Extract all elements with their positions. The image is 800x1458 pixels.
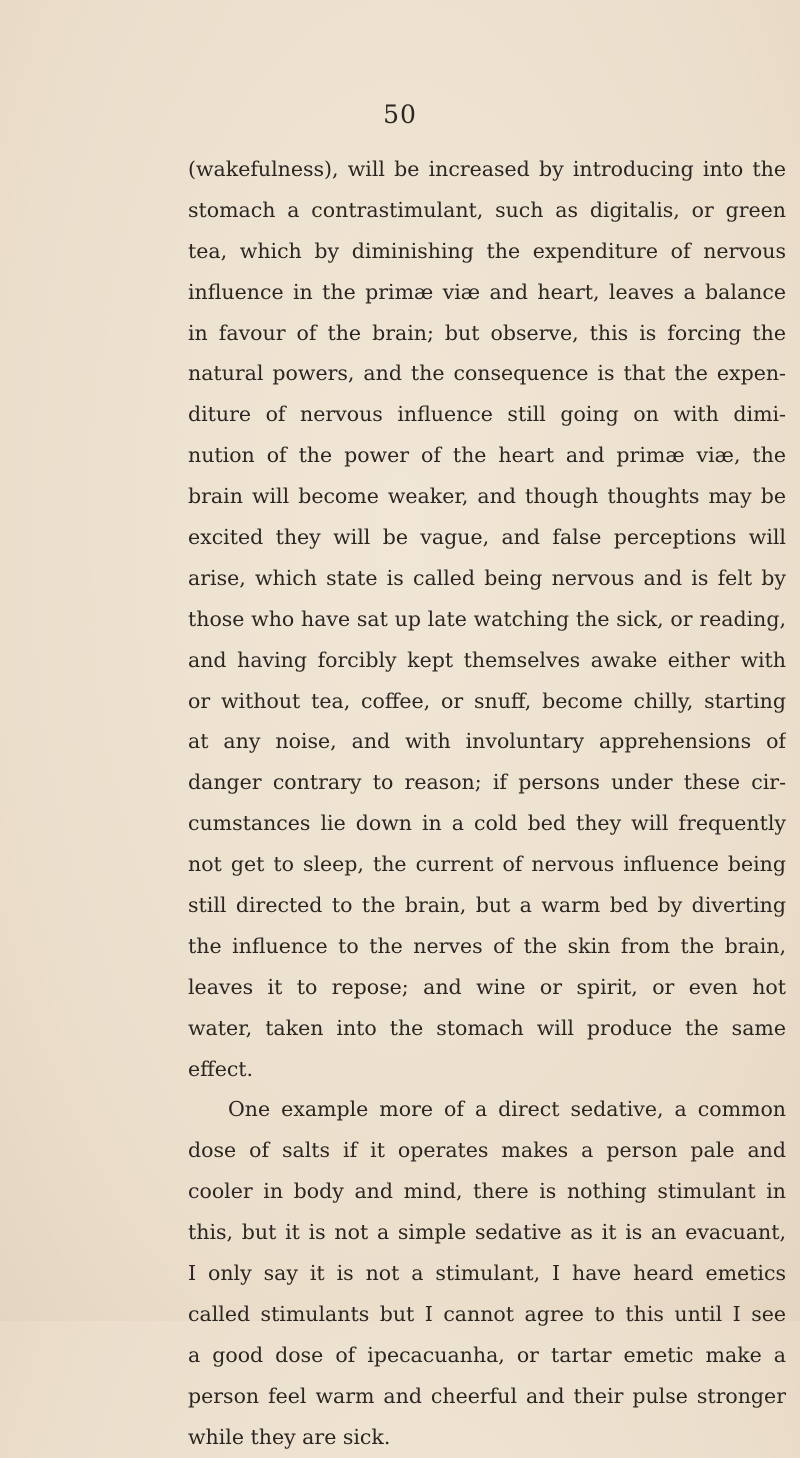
text-line: danger contrary to reason; if persons under these cir- [188,770,786,795]
text-line: arise, which state is called being nervous and is felt by [188,565,786,590]
text-line: and having forcibly kept themselves awake either with [188,647,786,672]
page-number: 50 [383,100,417,129]
text-line: this, but it is not a simple sedative as it is an evacuant, [188,1220,786,1245]
text-line: at any noise, and with involuntary apprehensions of [188,729,786,754]
text-line: water, taken into the stomach will produce the same [188,1015,786,1040]
text-line: natural powers, and the consequence is that the expen- [188,361,786,386]
text-line: not get to sleep, the current of nervous influence being [188,852,786,877]
text-line: leaves it to repose; and wine or spirit, or even hot [188,974,786,999]
text-line: in favour of the brain; but observe, this is forcing the [188,320,786,345]
text-line: the influence to the nerves of the skin from the brain, [188,933,786,958]
text-line: called stimulants but I cannot agree to this until I see [188,1301,786,1326]
text-line: while they are sick. [188,1424,391,1449]
text-line: One example more of a direct sedative, a common [228,1097,786,1122]
text-line: those who have sat up late watching the sick, or reading, [188,606,786,631]
text-line: still directed to the brain, but a warm bed by diverting [188,893,786,918]
text-line: brain will become weaker, and though thoughts may be [188,484,786,509]
text-line: cooler in body and mind, there is nothing stimulant in [188,1179,786,1204]
text-line: influence in the primæ viæ and heart, leaves a balance [188,279,786,304]
text-line: stomach a contrastimulant, such as digitalis, or green [188,197,786,222]
text-line: (wakefulness), will be increased by introducing into the [188,157,786,181]
text-line: effect. [188,1056,254,1081]
text-line: or without tea, coffee, or snuff, become chilly, starting [188,688,786,713]
text-line: dose of salts if it operates makes a person pale and [188,1138,786,1163]
text-line: cumstances lie down in a cold bed they will frequently [188,811,786,836]
text-line: tea, which by diminishing the expenditure of nervous [188,238,786,263]
text-line: I only say it is not a stimulant, I have heard emetics [188,1261,786,1286]
text-line: person feel warm and cheerful and their pulse stronger [188,1383,786,1408]
text-line: excited they will be vague, and false perceptions will [188,525,786,550]
text-line: nution of the power of the heart and primæ viæ, the [188,443,786,468]
text-line: diture of nervous influence still going on with dimi- [188,402,786,427]
body-text [188,149,786,1458]
text-line: a good dose of ipecacuanha, or tartar emetic make a [188,1342,786,1367]
